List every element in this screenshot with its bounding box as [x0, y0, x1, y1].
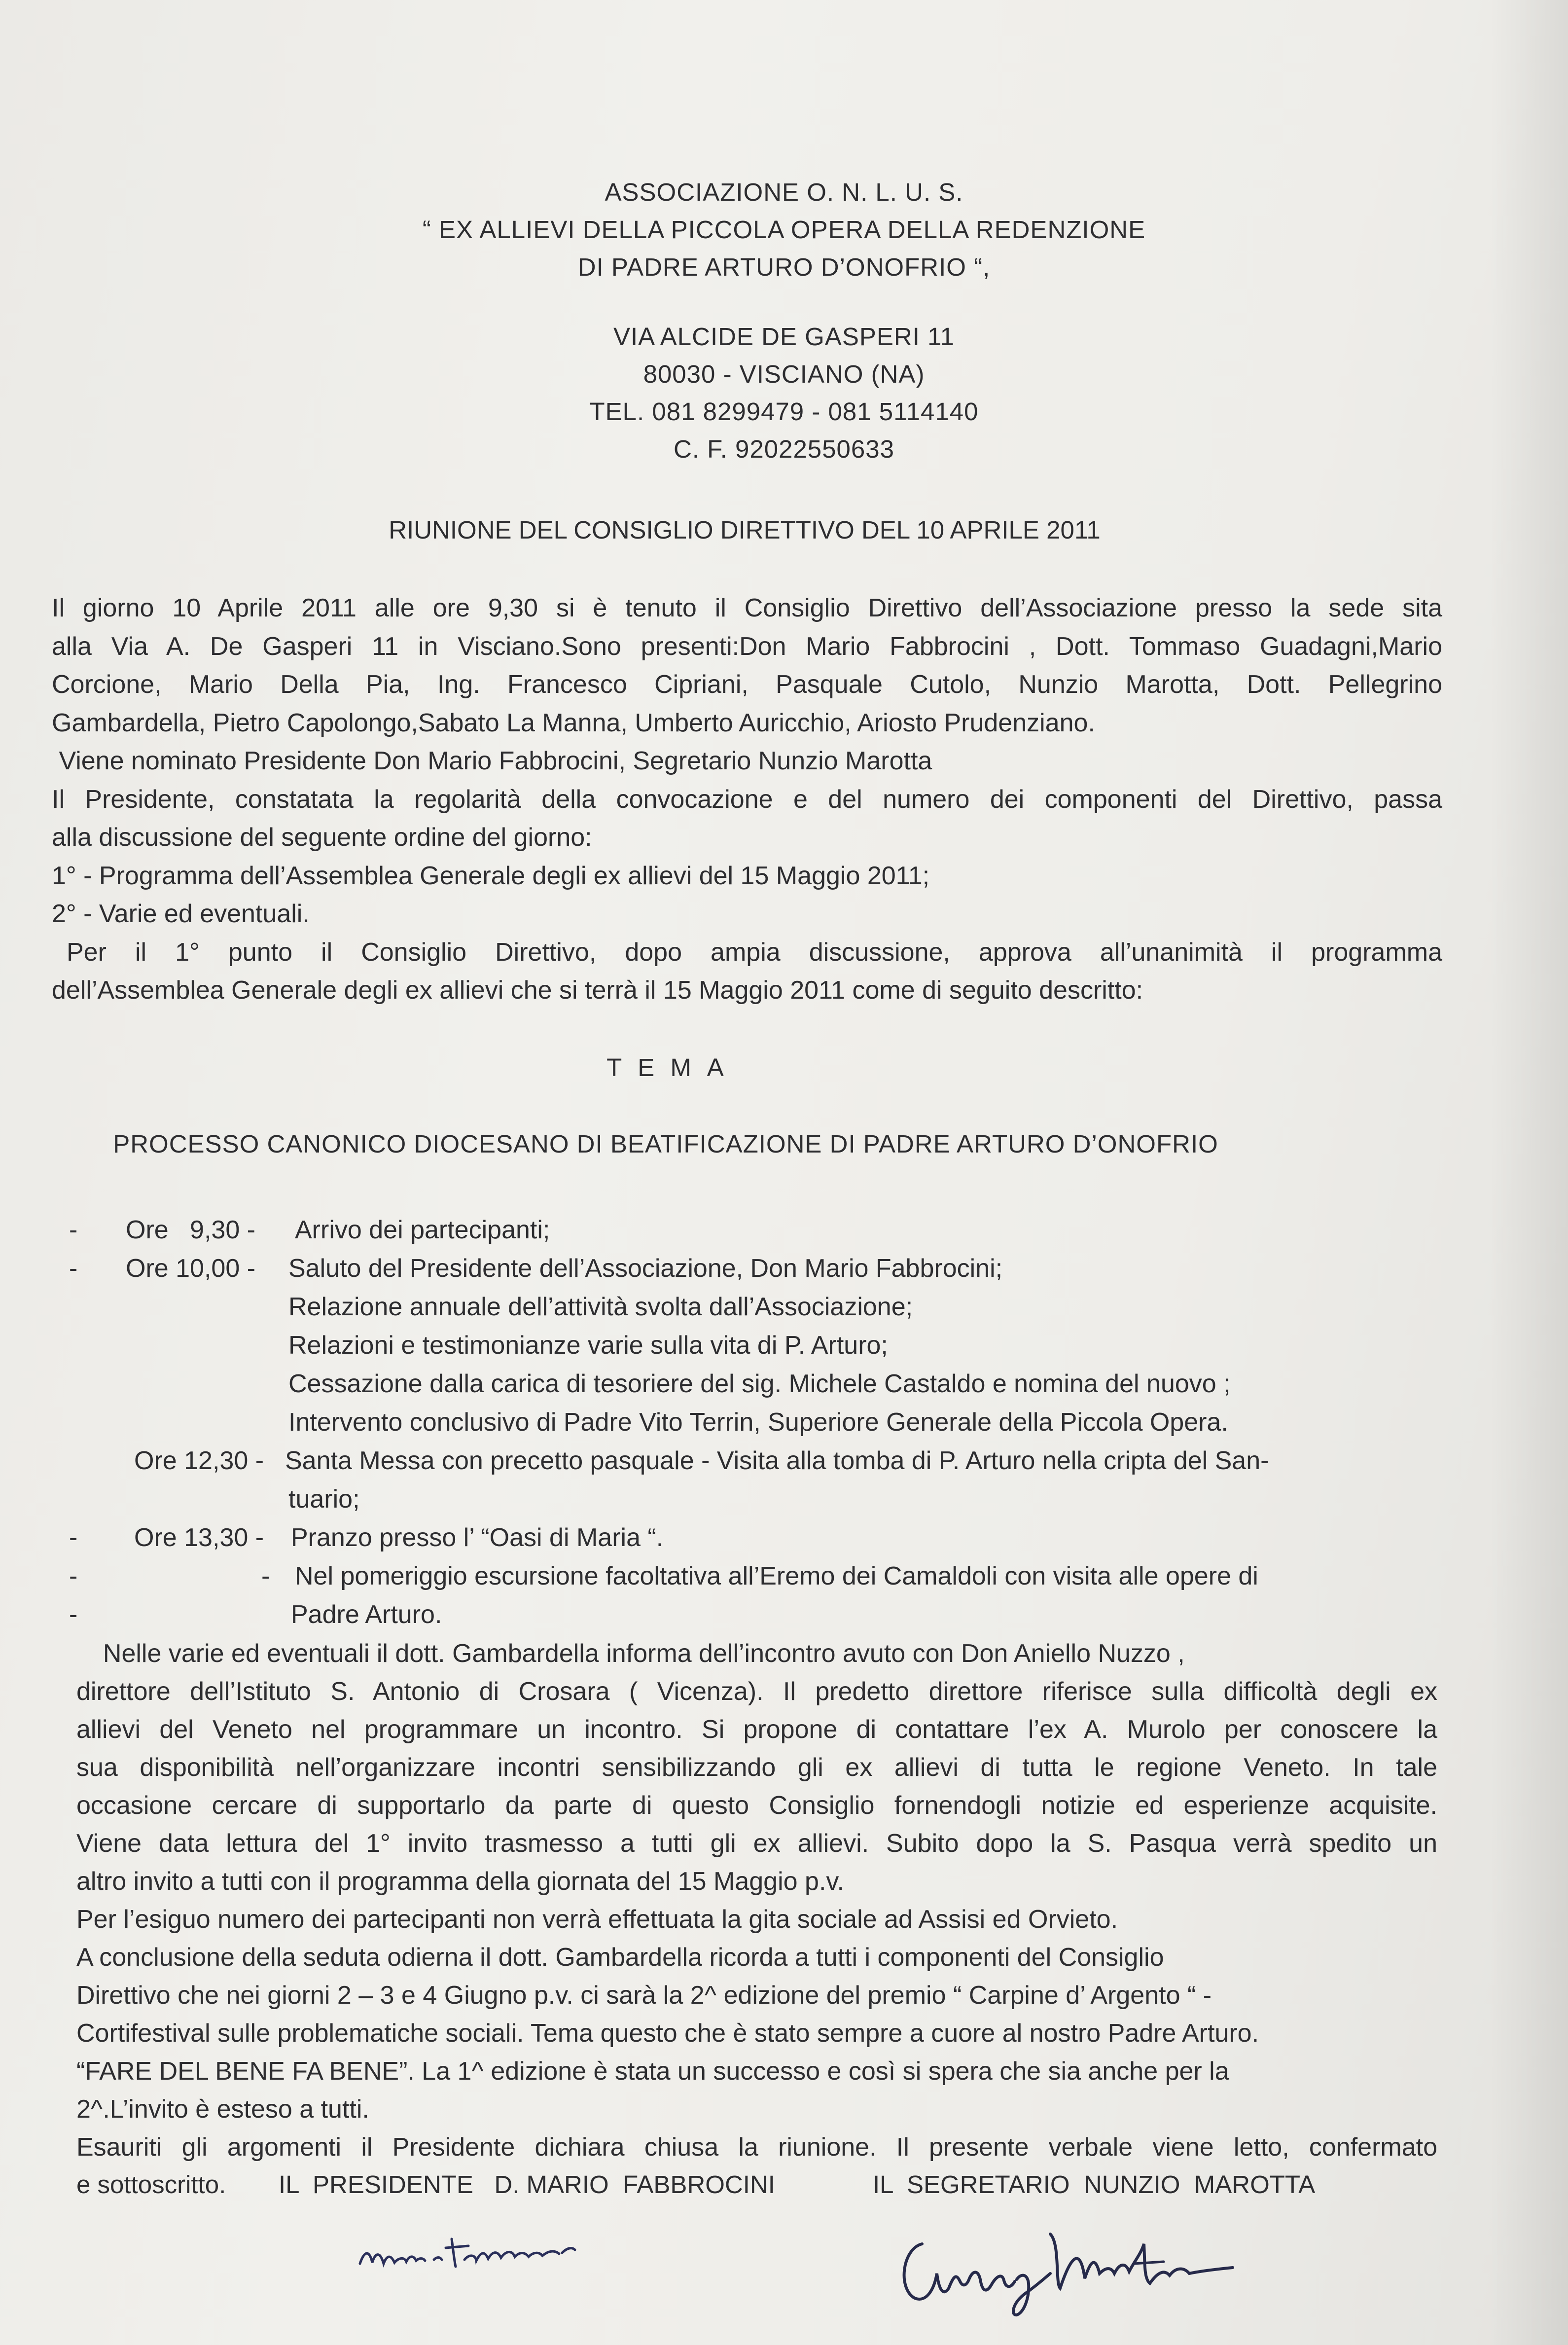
- intro-line: dell’Assemblea Generale degli ex allievi che si terrà il 15 Maggio 2011 come di seguito descritto:: [52, 976, 1143, 1005]
- schedule-text: Relazioni e testimonianze varie sulla vita di P. Arturo;: [288, 1331, 888, 1360]
- meeting-title: RIUNIONE DEL CONSIGLIO DIRETTIVO DEL 10 APRILE 2011: [389, 516, 1101, 544]
- schedule-time: Ore 13,30 -: [134, 1523, 264, 1552]
- org-name-line3: DI PADRE ARTURO D’ONOFRIO “,: [577, 253, 991, 281]
- schedule-text: Nel pomeriggio escursione facoltativa all’Eremo dei Camaldoli con visita alle opere di: [295, 1562, 1258, 1590]
- notes-line: Cortifestival sulle problematiche sociali. Tema questo che è stato sempre a cuore al nostro Padre Arturo.: [76, 2019, 1259, 2048]
- secretary-signatory: IL SEGRETARIO NUNZIO MAROTTA: [873, 2170, 1316, 2199]
- schedule-text: tuario;: [288, 1485, 360, 1514]
- schedule-text: Relazione annuale dell’attività svolta dall’Associazione;: [288, 1293, 913, 1321]
- intro-line: Il Presidente, constatata la regolarità della convocazione e del numero dei componenti del Direttivo, passa: [52, 785, 1442, 814]
- notes-line: Nelle varie ed eventuali il dott. Gambardella informa dell’incontro avuto con Don Aniello Nuzzo ,: [89, 1639, 1185, 1668]
- notes-line: direttore dell’Istituto S. Antonio di Crosara ( Vicenza). Il predetto direttore riferisce sulla difficoltà degli ex: [76, 1677, 1437, 1706]
- intro-line: Viene nominato Presidente Don Mario Fabbrocini, Segretario Nunzio Marotta: [52, 747, 932, 775]
- bullet-dash: -: [69, 1254, 78, 1283]
- agenda-item: 1° - Programma dell’Assemblea Generale degli ex allievi del 15 Maggio 2011;: [52, 861, 930, 890]
- notes-line: Esauriti gli argomenti il Presidente dichiara chiusa la riunione. Il presente verbale viene letto, confermato: [76, 2133, 1437, 2162]
- intro-line: Il giorno 10 Aprile 2011 alle ore 9,30 si è tenuto il Consiglio Direttivo dell’Associazione presso la sede sita: [52, 594, 1442, 622]
- schedule-text: Cessazione dalla carica di tesoriere del sig. Michele Castaldo e nomina del nuovo ;: [288, 1370, 1231, 1398]
- schedule-text: Santa Messa con precetto pasquale - Visita alla tomba di P. Arturo nella cripta del San-: [285, 1446, 1269, 1475]
- bullet-dash: -: [69, 1600, 78, 1629]
- notes-line: Viene data lettura del 1° invito trasmesso a tutti gli ex allievi. Subito dopo la S. Pasqua verrà spedito un: [76, 1829, 1437, 1858]
- president-signatory: IL PRESIDENTE D. MARIO FABBROCINI: [279, 2170, 775, 2199]
- schedule-time: Ore 12,30 -: [134, 1446, 264, 1475]
- schedule-text: Padre Arturo.: [291, 1600, 442, 1629]
- fiscal-code: C. F. 92022550633: [673, 435, 894, 463]
- intro-line: Gambardella, Pietro Capolongo,Sabato La Manna, Umberto Auricchio, Ariosto Prudenziano.: [52, 708, 1095, 737]
- notes-line: occasione cercare di supportarlo da parte di questo Consiglio fornendogli notizie ed esperienze acquisite.: [76, 1791, 1437, 1820]
- bullet-dash: -: [69, 1216, 78, 1244]
- schedule-text: Intervento conclusivo di Padre Vito Terrin, Superiore Generale della Piccola Opera.: [288, 1408, 1228, 1437]
- tema-heading: TEMA: [606, 1053, 740, 1082]
- notes-line: sua disponibilità nell’organizzare incontri sensibilizzando gli ex allievi di tutta le regione Veneto. In tale: [76, 1753, 1437, 1782]
- schedule-text: Pranzo presso l’ “Oasi di Maria “.: [291, 1523, 664, 1552]
- notes-line: Per l’esiguo numero dei partecipanti non verrà effettuata la gita sociale ad Assisi ed Orvieto.: [76, 1905, 1118, 1934]
- president-signature: [355, 2204, 710, 2283]
- intro-line: alla Via A. De Gasperi 11 in Visciano.Sono presenti:Don Mario Fabbrocini , Dott. Tommaso Guadagni,Mario: [52, 632, 1442, 661]
- address-city: 80030 - VISCIANO (NA): [643, 360, 925, 388]
- bullet-dash: -: [69, 1562, 78, 1590]
- letterhead: [0, 174, 1568, 286]
- notes-line: Direttivo che nei giorni 2 – 3 e 4 Giugno p.v. ci sarà la 2^ edizione del premio “ Carpine d’ Argento “ -: [76, 1981, 1212, 2010]
- bullet-dash: -: [69, 1523, 78, 1552]
- org-name-line2: “ EX ALLIEVI DELLA PICCOLA OPERA DELLA REDENZIONE: [422, 216, 1146, 244]
- schedule-text: Arrivo dei partecipanti;: [295, 1216, 550, 1244]
- notes-line: A conclusione della seduta odierna il dott. Gambardella ricorda a tutti i componenti del Consiglio: [76, 1943, 1164, 1972]
- address-street: VIA ALCIDE DE GASPERI 11: [613, 323, 955, 351]
- schedule-dash: -: [261, 1562, 270, 1590]
- schedule-time: Ore 10,00 -: [126, 1254, 256, 1283]
- intro-line: alla discussione del seguente ordine del giorno:: [52, 823, 592, 852]
- tema-subject: PROCESSO CANONICO DIOCESANO DI BEATIFICAZIONE DI PADRE ARTURO D’ONOFRIO: [113, 1130, 1218, 1158]
- notes-line: altro invito a tutti con il programma della giornata del 15 Maggio p.v.: [76, 1867, 844, 1896]
- notes-line: allievi del Veneto nel programmare un incontro. Si propone di contattare l’ex A. Murolo per conoscere la: [76, 1715, 1437, 1744]
- notes-line: “FARE DEL BENE FA BENE”. La 1^ edizione è stata un successo e così si spera che sia anche per la: [76, 2057, 1229, 2086]
- schedule-time: Ore 9,30 -: [126, 1216, 255, 1244]
- schedule-text: Saluto del Presidente dell’Associazione, Don Mario Fabbrocini;: [288, 1254, 1003, 1283]
- intro-line: Corcione, Mario Della Pia, Ing. Francesco Cipriani, Pasquale Cutolo, Nunzio Marotta, Dott. Pellegrino: [52, 670, 1442, 699]
- notes-line: 2^.L’invito è esteso a tutti.: [76, 2095, 369, 2124]
- org-name: ASSOCIAZIONE O. N. L. U. S.: [605, 178, 963, 206]
- phone-numbers: TEL. 081 8299479 - 081 5114140: [589, 397, 979, 426]
- intro-paragraph: [52, 589, 1442, 1010]
- secretary-signature: [888, 2214, 1292, 2323]
- intro-line: Per il 1° punto il Consiglio Direttivo, dopo ampia discussione, approva all’unanimità il programma: [67, 938, 1442, 967]
- closing-prefix: e sottoscritto.: [76, 2170, 226, 2199]
- notes-paragraph: [76, 1635, 1437, 2166]
- address-block: [0, 318, 1568, 468]
- agenda-item: 2° - Varie ed eventuali.: [52, 900, 310, 928]
